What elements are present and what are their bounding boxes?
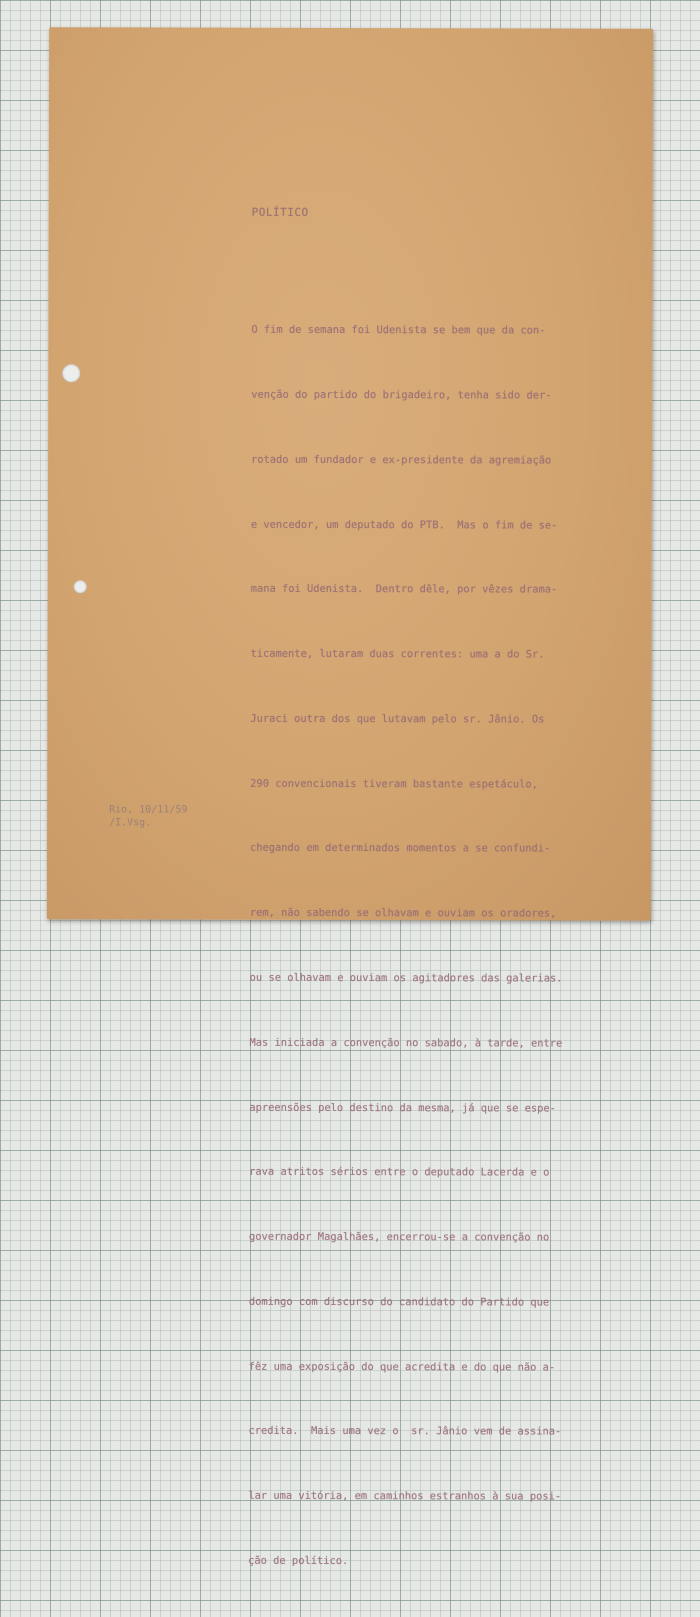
- body-line: e vencedor, um deputado do PTB. Mas o fim de se-: [250, 518, 558, 532]
- punch-hole: [62, 364, 80, 382]
- body-line: ou se olhavam e ouviam os agitadores das galerias.: [249, 971, 563, 985]
- body-line: mana foi Udenista. Dentro dêle, por vêzes drama-: [250, 583, 558, 596]
- punch-hole: [74, 580, 87, 593]
- body-line: O fim de semana foi Udenista se bem que da con-: [251, 323, 546, 337]
- document-footer: [109, 803, 187, 829]
- body-line: rava atritos sérios entre o deputado Lacerda e o: [249, 1166, 550, 1179]
- document-body: [248, 277, 612, 1617]
- body-line: credita. Mais uma vez o sr. Jânio vem de assina-: [248, 1425, 562, 1439]
- body-line: 290 convencionais tiveram bastante espetáculo,: [250, 777, 538, 791]
- body-line: venção do partido do brigadeiro, tenha sido der-: [251, 388, 552, 402]
- body-line: chegando em determinados momentos a se confundi-: [250, 842, 551, 855]
- body-line: ticamente, lutaram duas correntes: uma a do Sr.: [250, 647, 545, 661]
- body-line: Juraci outra dos que lutavam pelo sr. Jânio. Os: [250, 712, 545, 726]
- body-line: apreensões pelo destino da mesma, já que se espe-: [249, 1101, 556, 1115]
- place-date: Rio, 10/11/59: [109, 804, 188, 816]
- document-page: [47, 27, 653, 1568]
- body-line: governador Magalhães, encerrou-se a convenção no: [248, 1230, 550, 1244]
- body-line: rotado um fundador e ex-presidente da agremiação: [251, 453, 552, 467]
- document-title: POLÍTICO: [251, 205, 309, 219]
- body-line: lar uma vitória, em caminhos estranhos à sua posi-: [248, 1489, 562, 1503]
- body-line: rem, não sabendo se olhavam e ouviam os oradores,: [249, 906, 557, 920]
- body-line: ção de político.: [248, 1554, 349, 1568]
- body-line: Mas iniciada a convenção no sabado, à tarde, entre: [249, 1036, 563, 1050]
- body-line: fêz uma exposição do que acredita e do que não a-: [248, 1360, 556, 1374]
- body-line: domingo com discurso do candidato do Partido que: [248, 1295, 550, 1309]
- typist-initials: /I.Vsg.: [109, 817, 152, 829]
